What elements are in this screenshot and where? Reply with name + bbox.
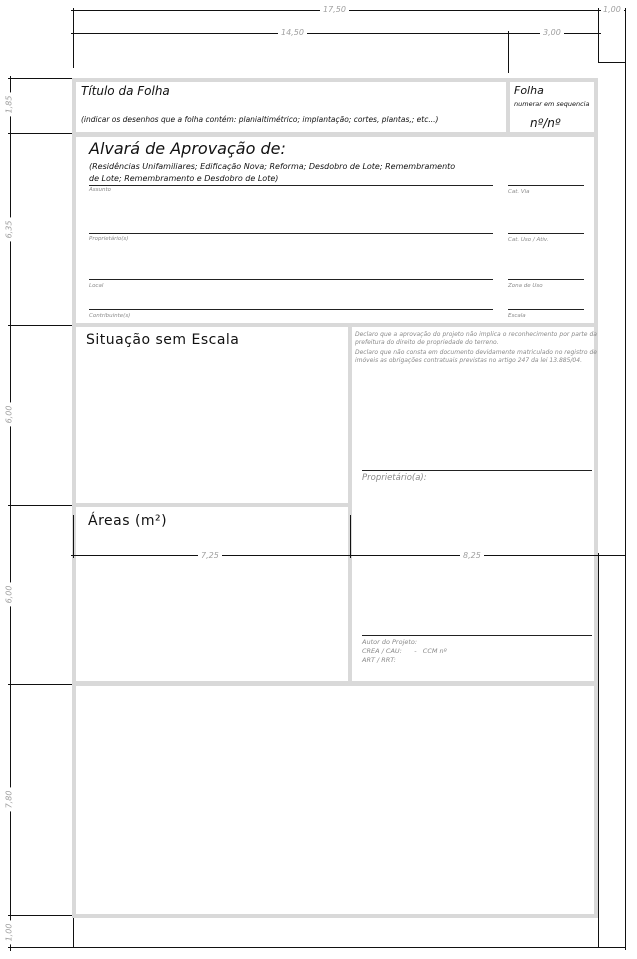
dim-top-total: 17,50 <box>320 5 349 14</box>
dim-top-inner: 14,50 <box>278 28 307 37</box>
tick-mark <box>8 913 13 918</box>
field-line-assunto <box>89 185 493 186</box>
autor-signature-line <box>362 635 592 636</box>
dim-left-5: 7,80 <box>4 788 13 812</box>
field-line-contribuinte <box>89 309 493 310</box>
proprietario-signature-line <box>362 470 592 471</box>
declaracao-box <box>348 323 598 685</box>
sheet-instructions: (indicar os desenhos que a folha contém: planialtimétrico; implantação; cortes, plantas,; etc...) <box>81 115 439 124</box>
field-line-escala <box>508 309 584 310</box>
tick-mark <box>8 945 13 950</box>
situacao-box <box>72 323 352 507</box>
ref-line-6 <box>10 915 73 916</box>
tick-mark <box>8 682 13 687</box>
dim-left-3: 6,00 <box>4 403 13 427</box>
declaracao-text-2: Declaro que não consta em documento devidamente matriculado no registro de imóveis as obrigações contratuais previstas no artigo 247 da lei 13.885/04. <box>355 349 597 364</box>
proprietario-signature-label: Proprietário(a): <box>362 473 427 483</box>
dim-left-4: 6,00 <box>4 583 13 607</box>
top-inner-line <box>73 33 598 34</box>
dim-left-6: 1,00 <box>4 921 13 945</box>
alvara-title: Alvará de Aprovação de: <box>89 139 286 158</box>
autor-line-3: ART / RRT: <box>362 656 396 664</box>
drawing-area-box <box>72 682 598 918</box>
alvara-box <box>72 133 598 327</box>
mid-right-vline <box>598 555 599 947</box>
sheet-title: Título da Folha <box>81 84 170 98</box>
field-label-cat-via: Cat. Via <box>508 189 530 195</box>
folha-number: nº/nº <box>530 116 561 130</box>
mid-left-vline <box>73 515 74 555</box>
field-label-assunto: Assunto <box>89 187 111 193</box>
autor-line-1: Autor do Projeto: <box>362 638 418 646</box>
ref-line-2 <box>10 133 73 134</box>
left-vertical-dimline <box>10 78 11 951</box>
field-line-proprietario <box>89 233 493 234</box>
dim-left-1: 1,85 <box>4 93 13 117</box>
declaracao-text-1: Declaro que a aprovação do projeto não implica o reconhecimento por parte da prefeitura do direito de propriedade do terreno. <box>355 331 597 346</box>
field-line-local <box>89 279 493 280</box>
alvara-subtitle-1: (Residências Unifamiliares; Edificação Nova; Reforma; Desdobro de Lote; Remembramento <box>89 162 456 171</box>
ref-line-5 <box>10 684 73 685</box>
field-line-cat-via <box>508 185 584 186</box>
tick-mark <box>8 131 13 136</box>
dim-top-margin: 1,00 <box>600 5 624 14</box>
tick-mark <box>71 8 76 13</box>
dim-top-right: 3,00 <box>540 28 564 37</box>
dim-mid-right: 8,25 <box>460 551 484 560</box>
ref-line-1 <box>10 78 73 79</box>
autor-line-2: CREA / CAU: - CCM nº <box>362 647 447 655</box>
field-label-proprietario: Proprietário(s) <box>89 236 129 242</box>
tick-mark <box>8 503 13 508</box>
dim-mid-left: 7,25 <box>198 551 222 560</box>
field-label-zona: Zona de Uso <box>508 283 543 289</box>
field-label-cat-uso: Cat. Uso / Ativ. <box>508 237 549 243</box>
tick-mark <box>596 8 601 13</box>
tick-mark <box>71 31 76 36</box>
dim-left-2: 6,35 <box>4 218 13 242</box>
right-step-line <box>598 62 626 63</box>
field-label-contribuinte: Contribuinte(s) <box>89 313 131 319</box>
tick-mark <box>8 323 13 328</box>
tick-mark <box>8 76 13 81</box>
folha-note: numerar em sequencia <box>514 100 590 108</box>
header-title-box <box>72 78 510 136</box>
header-folha-box <box>506 78 598 136</box>
right-outer-line <box>625 8 626 950</box>
mid-center-vline <box>350 515 351 555</box>
alvara-subtitle-2: de Lote; Remembramento e Desdobro de Lote) <box>89 174 279 183</box>
areas-box <box>72 503 352 685</box>
ref-line-4 <box>10 505 73 506</box>
situacao-title: Situação sem Escala <box>86 332 240 348</box>
field-label-local: Local <box>89 283 104 289</box>
tick-mark <box>348 553 353 558</box>
bottom-outer-line <box>8 947 626 948</box>
field-label-escala: Escala <box>508 313 526 319</box>
left-outer-line <box>73 8 74 68</box>
areas-title: Áreas (m²) <box>88 513 168 529</box>
tick-mark <box>596 553 601 558</box>
folha-label: Folha <box>514 84 544 97</box>
top-vline-mid <box>508 33 509 73</box>
field-line-cat-uso <box>508 233 584 234</box>
tick-mark <box>506 31 511 36</box>
field-line-zona <box>508 279 584 280</box>
tick-mark <box>71 553 76 558</box>
ref-line-3 <box>10 325 73 326</box>
tick-mark <box>596 31 601 36</box>
left-bottom-line <box>73 915 74 948</box>
